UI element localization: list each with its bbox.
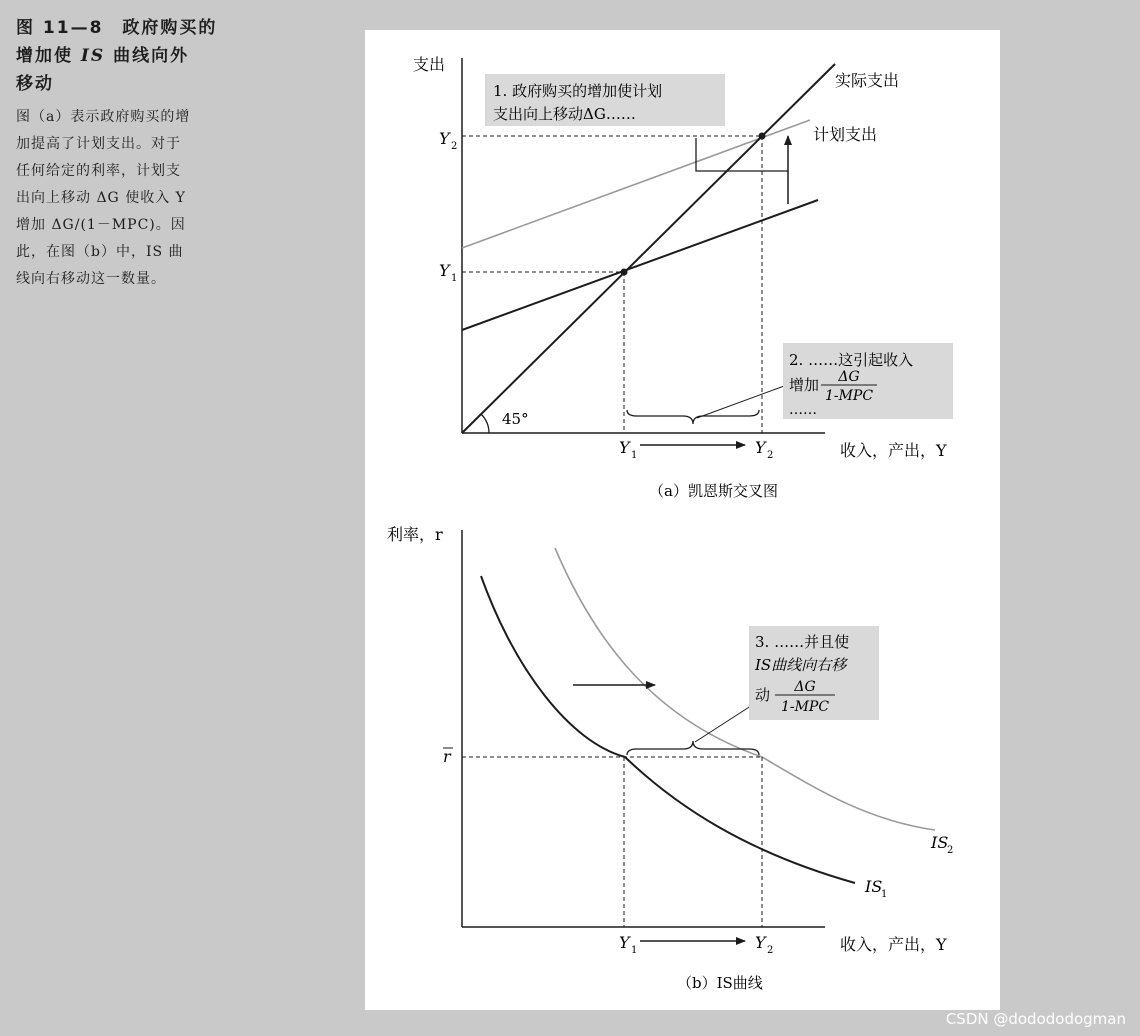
note3-line2: IS曲线向右移 bbox=[755, 656, 847, 674]
is2-label: IS bbox=[931, 833, 949, 852]
y1-axis-label: Y bbox=[439, 261, 450, 280]
panel-b-x1-sub: 1 bbox=[631, 945, 638, 956]
planned-expenditure-label: 计划支出 bbox=[813, 125, 878, 144]
caption-line: 加提高了计划支出。对于 bbox=[16, 136, 181, 152]
caption-line: 任何给定的利率，计划支 bbox=[16, 163, 181, 179]
is1-curve bbox=[481, 576, 855, 883]
panel-a-x1-label: Y bbox=[619, 438, 630, 457]
caption-line: 增加 ΔG/(1－MPC)。因 bbox=[16, 217, 186, 233]
figure-title bbox=[16, 14, 248, 98]
note2-leader bbox=[697, 382, 795, 418]
note3-prefix: 动 bbox=[755, 686, 771, 704]
is1-sub: 1 bbox=[881, 889, 888, 900]
note1-line2: 支出向上移动ΔG…… bbox=[493, 105, 636, 123]
note2-numerator: ΔG bbox=[838, 369, 860, 385]
planned-expenditure-original-line bbox=[462, 200, 818, 330]
r-bar-label: r bbox=[443, 747, 451, 766]
panel-b-x1-label: Y bbox=[619, 933, 630, 952]
panel-a-x-axis-label: 收入，产出，Y bbox=[840, 441, 947, 460]
panel-b bbox=[387, 525, 953, 992]
panel-b-guides bbox=[462, 757, 762, 927]
note3-numerator: ΔG bbox=[794, 679, 816, 695]
watermark: CSDN @dodododogman bbox=[945, 1010, 1126, 1028]
note3-leader bbox=[695, 702, 757, 742]
figure-title-line2 bbox=[16, 42, 248, 70]
angle-45-arc bbox=[481, 414, 489, 433]
note2-dots: …… bbox=[789, 402, 817, 418]
note3-line1: 3. ……并且使 bbox=[755, 633, 850, 651]
panel-a-x2-label: Y bbox=[755, 438, 766, 457]
note2-prefix: 增加 bbox=[789, 376, 820, 394]
panel-b-x-axis-label: 收入，产出，Y bbox=[840, 935, 947, 954]
panel-a-x2-sub: 2 bbox=[767, 450, 774, 461]
panel-a-y-axis-label: 支出 bbox=[413, 55, 446, 74]
y2-axis-sub: 2 bbox=[451, 141, 458, 152]
panel-b-x2-sub: 2 bbox=[767, 945, 774, 956]
note2-line1: 2. ……这引起收入 bbox=[789, 351, 914, 369]
figure-svg bbox=[365, 30, 1000, 1010]
figure-caption bbox=[16, 104, 248, 293]
figure-paper bbox=[365, 30, 1000, 1010]
delta-g-bracket bbox=[696, 138, 788, 171]
title-part: 曲线向外 bbox=[105, 46, 190, 66]
note1-line1: 1. 政府购买的增加使计划 bbox=[493, 82, 663, 100]
angle-45-label: 45° bbox=[502, 410, 529, 428]
panel-b-caption: （b）IS曲线 bbox=[677, 974, 763, 992]
income-brace bbox=[627, 410, 759, 424]
note2-denominator: 1-MPC bbox=[824, 388, 874, 404]
is2-sub: 2 bbox=[947, 845, 954, 856]
figure-title-line1: 图 11—8 政府购买的 bbox=[16, 18, 218, 38]
figure-sidebar bbox=[16, 14, 248, 293]
panel-a-x1-sub: 1 bbox=[631, 450, 638, 461]
caption-line: 出向上移动 ΔG 使收入 Y bbox=[16, 190, 186, 206]
is1-label: IS bbox=[865, 877, 883, 896]
caption-line: 此，在图（b）中，IS 曲 bbox=[16, 244, 184, 260]
actual-expenditure-label: 实际支出 bbox=[835, 71, 900, 90]
figure-title-line3: 移动 bbox=[16, 74, 54, 94]
title-part: 增加使 bbox=[16, 46, 81, 66]
y1-axis-sub: 1 bbox=[451, 273, 458, 284]
caption-line: 线向右移动这一数量。 bbox=[16, 271, 166, 287]
y2-axis-label: Y bbox=[439, 129, 450, 148]
panel-a bbox=[413, 55, 953, 500]
caption-line: 图（a）表示政府购买的增 bbox=[16, 109, 191, 125]
panel-b-x2-label: Y bbox=[755, 933, 766, 952]
panel-b-y-axis-label: 利率，r bbox=[387, 525, 443, 544]
title-is: IS bbox=[80, 46, 106, 66]
panel-a-caption: （a）凯恩斯交叉图 bbox=[649, 482, 778, 500]
note3-denominator: 1-MPC bbox=[780, 699, 830, 715]
